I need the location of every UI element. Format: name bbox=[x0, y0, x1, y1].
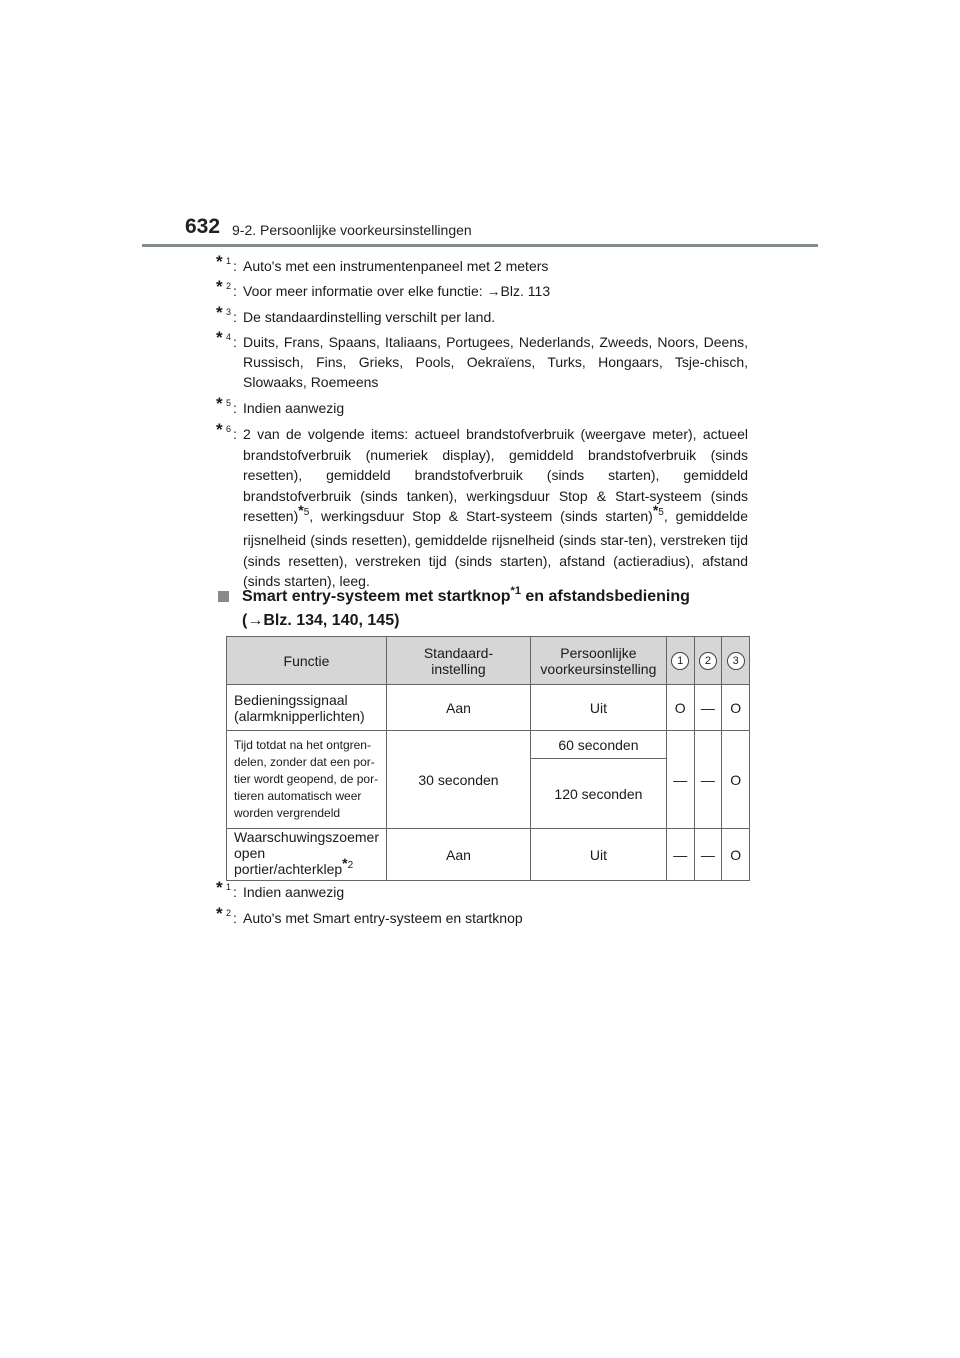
bullet-square-icon bbox=[218, 591, 229, 602]
table-header-row bbox=[227, 637, 750, 685]
circle-3-icon: 3 bbox=[727, 652, 745, 670]
cell-c1: — bbox=[666, 829, 694, 881]
footnote-4: * 4 : Duits, Frans, Spaans, Italiaans, Portugees, Nederlands, Zweeds, Noors, Deens, Russisch, Fins, Grieks, Pools, Oekraïens, Turks, Hongaars, Tsje-chisch, Slowaaks, Roemeens bbox=[216, 328, 748, 390]
page-number: 632 bbox=[185, 215, 221, 238]
header-rule bbox=[142, 244, 818, 247]
header-function: Functie bbox=[227, 637, 387, 685]
table-footnote-2: * 2 : Auto's met Smart entry-systeem en startknop bbox=[216, 904, 523, 926]
cell-default: Aan bbox=[387, 829, 531, 881]
header-col-3 bbox=[722, 637, 750, 685]
cell-c3: O bbox=[722, 731, 750, 829]
cell-c3: O bbox=[722, 829, 750, 881]
cell-c2: — bbox=[694, 829, 722, 881]
table-row bbox=[227, 829, 750, 881]
section-reference: (→Blz. 134, 140, 145) bbox=[242, 612, 400, 629]
cell-c1: — bbox=[666, 731, 694, 829]
manual-page: 632 9-2. Persoonlijke voorkeursinstellingen * 1 : Auto's met een instrumentenpaneel met 2 meters * 2 : Voor meer informatie over elke functie: →Blz. 113 * 3 : De standaardinstelling verschilt per land. * 4 : Duits, Frans, Spaans, Italiaans, Portugees, Nederlands, Zweeds, Noors, Deens, Russisch, Fins, Grieks, Pools, Oekraïens, Turks, Hongaars, Tsje-chisch, Slowaaks, Roemeens * 5 : Indien aanwezig * 6 : 2 van de volgende items: actueel brandstofverbruik (weergave meter), actueel brandstofverbruik (numeriek display), gemiddeld brandstofverbruik (sinds resetten), gemiddeld brandstofverbruik (sinds starten), gemiddeld brandstofverbruik (sinds tanken), werkingsduur Stop & Start-systeem (sinds resetten)$^{*5}$, werkingsduur Stop & Start-systeem (sinds starten)$^{*5}$, gemiddelde rijsnelheid (sinds resetten), gemiddelde rijsnelheid (sinds star-ten), verstreken tijd (sinds resetten), verstreken tijd (sinds starten), afstand (actieradius), afstand (sinds starten), leeg. Smart entry-systeem met startknop$^{*1}$ en afstandsbediening (→Blz. 134, 140, 145) Functie Standaard-instelling Persoonlijke voorkeursinstelling 1 2 3 Bedieningssignaal (alarmknipperlichten) Aan Uit O — O Tijd totdat na het ontgren-delen, zonder dat een por-tier wordt geopend, de por-tieren automatisch weer worden vergrendeld 30 seconden 60 seconden — — O 120 seconden Waarschuwingszoemer open portier/achterklep$^{*2}$ Aan Uit — — O * 1 : Indien aanwezig * 2 : Auto's met Smart entry-systeem en startknop bbox=[0, 0, 960, 1358]
cell-c1: O bbox=[666, 685, 694, 731]
cell-default: 30 seconden bbox=[387, 731, 531, 829]
circle-2-icon: 2 bbox=[699, 652, 717, 670]
settings-table bbox=[226, 636, 750, 881]
cell-function: Bedieningssignaal (alarmknipperlichten) bbox=[227, 685, 387, 731]
cell-c2: — bbox=[694, 685, 722, 731]
footnote-1: * 1 : Auto's met een instrumentenpaneel met 2 meters bbox=[216, 252, 549, 274]
cell-personal-a: 60 seconden bbox=[530, 731, 666, 759]
footnote-2: * 2 : Voor meer informatie over elke functie: →Blz. 113 bbox=[216, 277, 551, 299]
table-footnote-1: * 1 : Indien aanwezig bbox=[216, 878, 345, 900]
header-col-1 bbox=[666, 637, 694, 685]
footnote-3: * 3 : De standaardinstelling verschilt per land. bbox=[216, 303, 496, 325]
cell-personal: Uit bbox=[530, 829, 666, 881]
cell-personal-b: 120 seconden bbox=[530, 759, 666, 829]
footnote-6: * 6 : 2 van de volgende items: actueel brandstofverbruik (weergave meter), actueel brandstofverbruik (numeriek display), gemiddeld brandstofverbruik (sinds resetten), gemiddeld brandstofverbruik (sinds starten), gemiddeld brandstofverbruik (sinds tanken), werkingsduur Stop & Start-systeem (sinds resetten)$^{*5}$, werkingsduur Stop & Start-systeem (sinds starten)$^{*5}$, gemiddelde rijsnelheid (sinds resetten), gemiddelde rijsnelheid (sinds star-ten), verstreken tijd (sinds resetten), verstreken tijd (sinds starten), afstand (actieradius), afstand (sinds starten), leeg. bbox=[216, 420, 748, 590]
header-col-2 bbox=[694, 637, 722, 685]
header-personal: Persoonlijke voorkeursinstelling bbox=[530, 637, 666, 685]
cell-personal: Uit bbox=[530, 685, 666, 731]
section-title: 9-2. Persoonlijke voorkeursinstellingen bbox=[232, 222, 472, 238]
table-row bbox=[227, 731, 750, 759]
circle-1-icon: 1 bbox=[671, 652, 689, 670]
cell-function: Waarschuwingszoemer open portier/achterklep$^{*2}$ bbox=[227, 829, 387, 881]
cell-c2: — bbox=[694, 731, 722, 829]
cell-function: Tijd totdat na het ontgren-delen, zonder dat een por-tier wordt geopend, de por-tieren automatisch weer worden vergrendeld bbox=[227, 731, 387, 829]
cell-c3: O bbox=[722, 685, 750, 731]
cell-default: Aan bbox=[387, 685, 531, 731]
header-default: Standaard-instelling bbox=[387, 637, 531, 685]
table-row bbox=[227, 685, 750, 731]
footnote-5: * 5 : Indien aanwezig bbox=[216, 394, 345, 416]
